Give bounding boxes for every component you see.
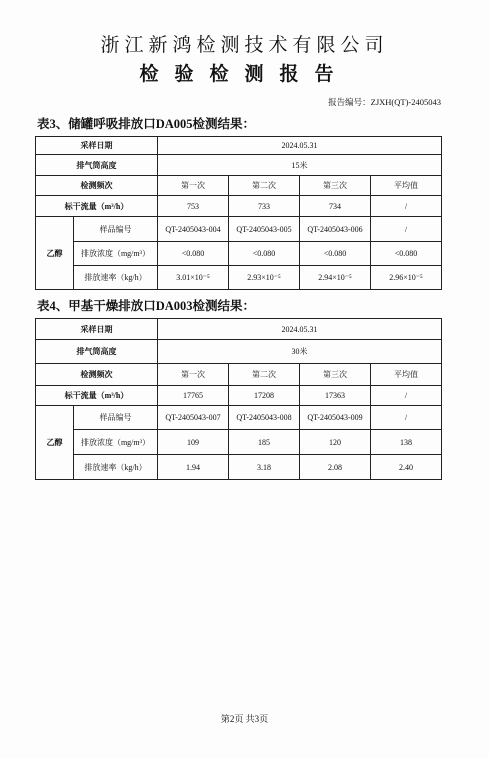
flow-label: 标干流量（m³/h） bbox=[36, 386, 158, 406]
table-cell: 17765 bbox=[158, 386, 229, 406]
table-cell: <0.080 bbox=[158, 242, 229, 266]
concentration-label: 排放浓度（mg/m³） bbox=[74, 430, 158, 455]
column-header: 第三次 bbox=[300, 176, 371, 196]
table-row bbox=[36, 137, 442, 155]
column-header: 第二次 bbox=[229, 364, 300, 386]
column-header: 第一次 bbox=[158, 176, 229, 196]
table-row bbox=[36, 340, 442, 364]
sampling-date-value: 2024.05.31 bbox=[158, 137, 442, 155]
table-cell: 1.94 bbox=[158, 455, 229, 480]
sample-id-label: 样品编号 bbox=[74, 406, 158, 430]
stack-height-value: 15米 bbox=[158, 155, 442, 176]
table-row bbox=[36, 364, 442, 386]
table-cell: 2.94×10⁻⁵ bbox=[300, 266, 371, 290]
table-cell: 2.96×10⁻⁵ bbox=[371, 266, 442, 290]
table-cell: 17363 bbox=[300, 386, 371, 406]
frequency-label: 检测频次 bbox=[36, 176, 158, 196]
table4-caption: 表4、甲基干燥排放口DA003检测结果： bbox=[37, 299, 256, 313]
table-row bbox=[36, 242, 442, 266]
flow-label: 标干流量（m³/h） bbox=[36, 196, 158, 217]
table-cell: QT-2405043-004 bbox=[158, 217, 229, 242]
sampling-date-value: 2024.05.31 bbox=[158, 319, 442, 340]
stack-height-label: 排气筒高度 bbox=[36, 340, 158, 364]
table-cell: QT-2405043-008 bbox=[229, 406, 300, 430]
table-cell: 733 bbox=[229, 196, 300, 217]
report-title: 检验检测报告 bbox=[139, 63, 350, 85]
table-cell: 2.08 bbox=[300, 455, 371, 480]
table4 bbox=[35, 318, 442, 480]
table-row bbox=[36, 155, 442, 176]
pollutant-label: 乙醇 bbox=[36, 406, 74, 480]
column-header: 第二次 bbox=[229, 176, 300, 196]
table-cell: <0.080 bbox=[371, 242, 442, 266]
table-row bbox=[36, 430, 442, 455]
stack-height-label: 排气筒高度 bbox=[36, 155, 158, 176]
table-cell: / bbox=[371, 217, 442, 242]
table-row bbox=[36, 455, 442, 480]
table-cell: <0.080 bbox=[229, 242, 300, 266]
table-cell: 17208 bbox=[229, 386, 300, 406]
report-number: 报告编号：ZJXH(QT)-2405043 bbox=[328, 97, 441, 107]
table-cell: QT-2405043-007 bbox=[158, 406, 229, 430]
table-row bbox=[36, 319, 442, 340]
rate-label: 排放速率（kg/h） bbox=[74, 455, 158, 480]
table-row bbox=[36, 176, 442, 196]
sampling-date-label: 采样日期 bbox=[36, 319, 158, 340]
sample-id-label: 样品编号 bbox=[74, 217, 158, 242]
column-header: 平均值 bbox=[371, 176, 442, 196]
table-row bbox=[36, 217, 442, 242]
table-cell: / bbox=[371, 406, 442, 430]
table3 bbox=[35, 136, 442, 290]
table-row bbox=[36, 266, 442, 290]
concentration-label: 排放浓度（mg/m³） bbox=[74, 242, 158, 266]
table-cell: 3.01×10⁻⁵ bbox=[158, 266, 229, 290]
frequency-label: 检测频次 bbox=[36, 364, 158, 386]
table-cell: 185 bbox=[229, 430, 300, 455]
table-cell: QT-2405043-006 bbox=[300, 217, 371, 242]
table-cell: 109 bbox=[158, 430, 229, 455]
table-cell: 2.93×10⁻⁵ bbox=[229, 266, 300, 290]
table-row bbox=[36, 386, 442, 406]
rate-label: 排放速率（kg/h） bbox=[74, 266, 158, 290]
table-cell: 120 bbox=[300, 430, 371, 455]
table-cell: QT-2405043-005 bbox=[229, 217, 300, 242]
table-cell: <0.080 bbox=[300, 242, 371, 266]
table-cell: / bbox=[371, 386, 442, 406]
page-number: 第2页 共3页 bbox=[220, 714, 269, 724]
table-cell: 3.18 bbox=[229, 455, 300, 480]
column-header: 第一次 bbox=[158, 364, 229, 386]
stack-height-value: 30米 bbox=[158, 340, 442, 364]
sampling-date-label: 采样日期 bbox=[36, 137, 158, 155]
table-row bbox=[36, 406, 442, 430]
column-header: 第三次 bbox=[300, 364, 371, 386]
table-row bbox=[36, 196, 442, 217]
company-name: 浙江新鸿检测技术有限公司 bbox=[100, 34, 389, 56]
table-cell: / bbox=[371, 196, 442, 217]
table3-caption: 表3、储罐呼吸排放口DA005检测结果： bbox=[37, 117, 256, 131]
table-cell: QT-2405043-009 bbox=[300, 406, 371, 430]
table-cell: 138 bbox=[371, 430, 442, 455]
table-cell: 734 bbox=[300, 196, 371, 217]
pollutant-label: 乙醇 bbox=[36, 217, 74, 290]
column-header: 平均值 bbox=[371, 364, 442, 386]
table-cell: 753 bbox=[158, 196, 229, 217]
table-cell: 2.40 bbox=[371, 455, 442, 480]
